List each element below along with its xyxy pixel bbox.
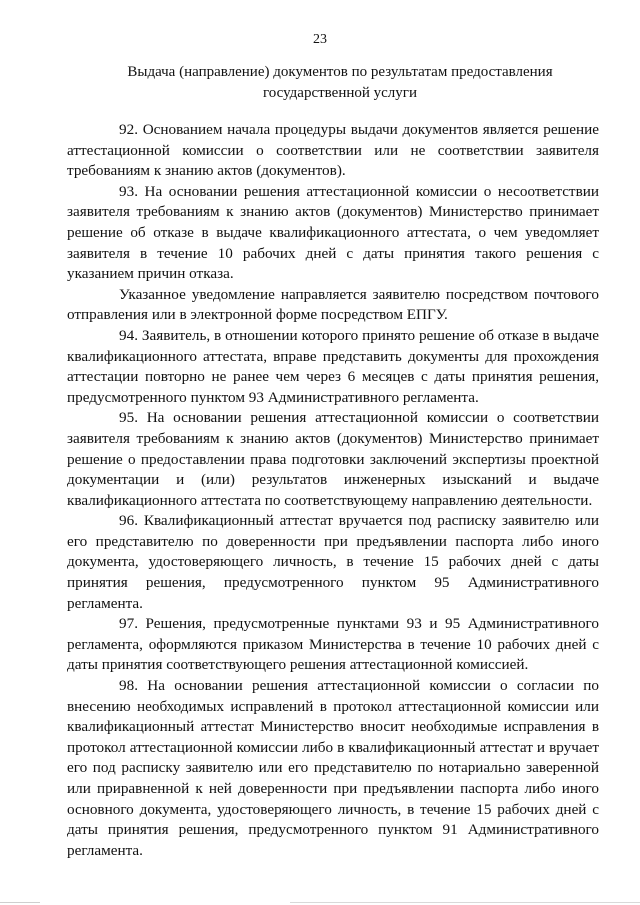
paragraph-notification: Указанное уведомление направляется заявителю посредством почтового отправления или в электронной форме посредством ЕПГУ. [67,285,599,324]
section-title [90,62,590,104]
section-title-line-1: Выдача (направление) документов по результатам предоставления [127,64,553,80]
scan-edge-line [290,902,640,903]
paragraph-96: 96. Квалификационный аттестат вручается под расписку заявителю или его представителю по доверенности при предъявлении паспорта либо иного документа, удостоверяющего личность, в течение 15 рабочих дней с даты принятия решения, предусмотренного пунктом 95 Административного регламента. [67,512,599,612]
document-body [67,120,599,861]
paragraph-92: 92. Основанием начала процедуры выдачи документов является решение аттестационной комиссии о соответствии или не соответствии заявителя требованиям к знанию актов (документов). [67,121,599,180]
paragraph-98: 98. На основании решения аттестационной комиссии о согласии по внесению необходимых исправлений в протокол аттестационной комиссии или квалификационный аттестат Министерство вносит необходимые исправления в протокол аттестационной комиссии либо в квалификационный аттестат и вручает его под расписку заявителю или его представителю по нотариально заверенной или приравненной к ней доверенности при предъявлении паспорта либо иного основного документа, удостоверяющего личность, в течение 15 рабочих дней с даты принятия решения, предусмотренного пунктом 91 Административного регламента. [67,677,599,859]
section-title-line-2: государственной услуги [263,85,417,101]
paragraph-93: 93. На основании решения аттестационной комиссии о несоответствии заявителя требованиям к знанию актов (документов) Министерство принимает решение об отказе в выдаче квалификационного аттестата, о чем уведомляет заявителя в течение 10 рабочих дней с даты принятия такого решения с указанием причин отказа. [67,182,599,283]
paragraph-95: 95. На основании решения аттестационной комиссии о соответствии заявителя требованиям к знанию актов (документов) Министерство принимает решение о предоставлении права подготовки заключений экспертизы проектной документации и (или) результатов инженерных изысканий и выдаче квалификационного аттестата по соответствующему направлению деятельности. [67,409,599,509]
page-number: 23 [313,32,327,47]
scan-edge-mark [0,902,40,903]
paragraph-97: 97. Решения, предусмотренные пунктами 93 и 95 Административного регламента, оформляются приказом Министерства в течение 10 рабочих дней с даты принятия соответствующего решения аттестационной комиссией. [67,615,599,674]
paragraph-94: 94. Заявитель, в отношении которого принято решение об отказе в выдаче квалификационного аттестата, вправе представить документы для прохождения аттестации повторно не ранее чем через 6 месяцев с даты принятия решения, предусмотренного пунктом 93 Административного регламента. [67,326,599,406]
